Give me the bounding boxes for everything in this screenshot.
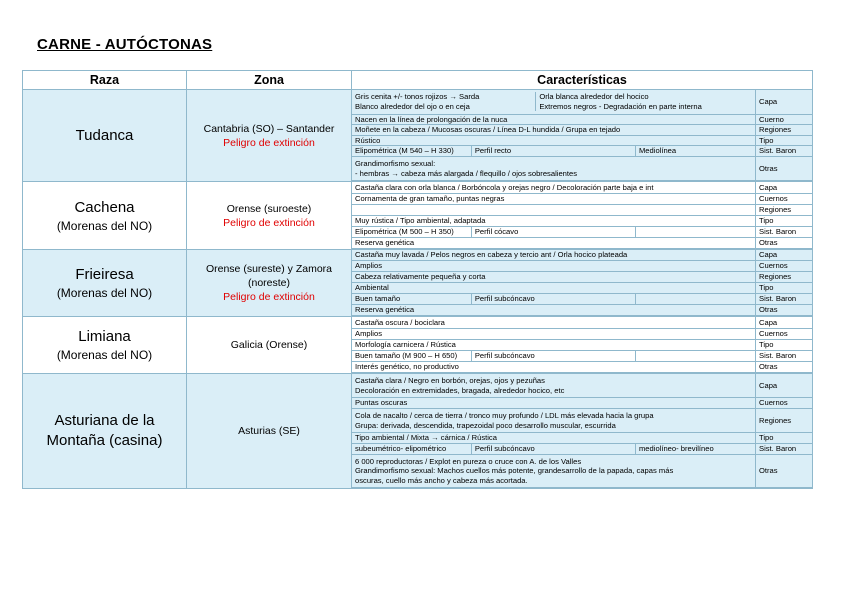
- trait-part: Perfil subcóncavo: [471, 444, 635, 454]
- trait-part: mediolíneo- brevilíneo: [638, 444, 714, 454]
- trait-line: - hembras → cabeza más alargada / flequillo / ojos sobresalientes: [355, 168, 578, 178]
- trait-value: Morfología carnicera / Rústica: [352, 339, 756, 350]
- trait-value: Nacen en la línea de prolongación de la nuca: [352, 114, 756, 125]
- breed-subgroup: (Morenas del NO): [56, 286, 153, 301]
- zone-text-cont: (noreste): [247, 277, 290, 290]
- trait-value: Amplios: [352, 328, 756, 339]
- trait-value: Reserva genética: [352, 237, 756, 248]
- trait-value: Muy rústica / Tipo ambiental, adaptada: [352, 215, 756, 226]
- trait-value: [352, 444, 756, 455]
- trait-row: [352, 283, 812, 294]
- breed-row: [23, 182, 813, 250]
- trait-row: [352, 157, 812, 181]
- characteristics-cell: [352, 90, 813, 182]
- characteristics-cell: [352, 249, 813, 317]
- trait-category: Tipo: [756, 433, 813, 444]
- trait-category: Cuernos: [756, 193, 813, 204]
- trait-category: Cuernos: [756, 398, 813, 409]
- trait-value: Reserva genética: [352, 305, 756, 316]
- trait-value: Moñete en la cabeza / Mucosas oscuras / Línea D-L hundida / Grupa en tejado: [352, 125, 756, 136]
- zone-text: Orense (suroeste): [226, 202, 312, 215]
- header-caracteristicas: Características: [352, 71, 813, 90]
- breed-name-cont: Montaña (casina): [46, 432, 163, 450]
- trait-part: Buen tamaño: [352, 294, 471, 304]
- trait-category: Tipo: [756, 283, 813, 294]
- trait-value: Cornamenta de gran tamaño, puntas negras: [352, 193, 756, 204]
- trait-value: [352, 146, 756, 157]
- zone-cell: [187, 90, 352, 182]
- zone-text: Galicia (Orense): [230, 339, 308, 352]
- trait-row: [352, 350, 812, 361]
- trait-row: [352, 204, 812, 215]
- trait-part: Elipométrica (M 500 – H 350): [352, 227, 471, 237]
- characteristics-cell: [352, 373, 813, 489]
- trait-value: [352, 90, 756, 114]
- trait-part: Extremos negros - Degradación en parte interna: [539, 101, 702, 111]
- breed-name: Frieiresa: [75, 266, 134, 284]
- trait-row: [352, 237, 812, 248]
- trait-part: Orla blanca alrededor del hocico: [539, 92, 649, 102]
- breed-subgroup: (Morenas del NO): [56, 218, 153, 233]
- breed-row: [23, 317, 813, 374]
- trait-category: Tipo: [756, 135, 813, 146]
- trait-value: [352, 350, 756, 361]
- status-label: Peligro de extinción: [223, 216, 315, 229]
- trait-category: Otras: [756, 455, 813, 488]
- page-title: CARNE - AUTÓCTONAS: [37, 36, 213, 53]
- trait-row: [352, 261, 812, 272]
- trait-category: Regiones: [756, 409, 813, 433]
- trait-category: Otras: [756, 157, 813, 181]
- trait-category: Capa: [756, 250, 813, 261]
- trait-category: Sist. Baron: [756, 294, 813, 305]
- trait-row: [352, 409, 812, 433]
- characteristics-cell: [352, 182, 813, 250]
- zone-cell: [187, 249, 352, 317]
- breeds-table: [22, 70, 813, 489]
- trait-category: Sist. Baron: [756, 350, 813, 361]
- trait-row: [352, 90, 812, 114]
- breed-name-cell: [23, 90, 187, 182]
- trait-row: [352, 374, 812, 398]
- trait-part: [635, 351, 755, 361]
- breed-name-cell: [23, 249, 187, 317]
- trait-value: Tipo ambiental / Mixta → cárnica / Rústica: [352, 433, 756, 444]
- trait-part: Perfil subcóncavo: [471, 351, 635, 361]
- breed-name: Asturiana de la: [54, 412, 155, 430]
- breed-name: Limiana: [78, 328, 131, 346]
- trait-row: [352, 455, 812, 488]
- trait-row: [352, 398, 812, 409]
- trait-part: Mediolínea: [638, 146, 677, 156]
- breed-name-cell: [23, 182, 187, 250]
- trait-category: Regiones: [756, 204, 813, 215]
- trait-category: Tipo: [756, 339, 813, 350]
- trait-row: [352, 135, 812, 146]
- trait-part: Perfil subcóncavo: [471, 294, 635, 304]
- breed-name: Cachena: [74, 198, 135, 216]
- trait-value: Castaña muy lavada / Pelos negros en cabeza y tercio ant / Orla hocico plateada: [352, 250, 756, 261]
- trait-category: Sist. Baron: [756, 146, 813, 157]
- zone-text: Cantabria (SO) – Santander: [203, 122, 335, 135]
- zone-text: Asturias (SE): [238, 425, 300, 438]
- trait-line: oscuras, cuello más ancho y cabeza más acortada.: [355, 476, 528, 486]
- trait-category: Otras: [756, 361, 813, 372]
- trait-category: Regiones: [756, 125, 813, 136]
- trait-value: Interés genético, no productivo: [352, 361, 756, 372]
- trait-value: [352, 204, 756, 215]
- trait-value: [352, 409, 756, 433]
- trait-part: [635, 227, 755, 237]
- trait-part: Perfil cócavo: [471, 227, 635, 237]
- trait-row: [352, 339, 812, 350]
- trait-row: [352, 317, 812, 328]
- trait-value: [352, 455, 756, 488]
- trait-value: Puntas oscuras: [352, 398, 756, 409]
- trait-value: Ambiental: [352, 283, 756, 294]
- trait-row: [352, 182, 812, 193]
- trait-value: [352, 374, 756, 398]
- trait-row: [352, 305, 812, 316]
- header-raza: Raza: [23, 71, 187, 90]
- trait-line: Grandimorfismo sexual: Machos cuellos más potente, grandesarrollo de la papada, capas más: [355, 466, 674, 476]
- trait-row: [352, 444, 812, 455]
- trait-row: [352, 328, 812, 339]
- trait-part: Perfil recto: [471, 146, 635, 156]
- trait-value: [352, 294, 756, 305]
- trait-part: Gris cenita +/- tonos rojizos → Sarda: [355, 92, 480, 102]
- trait-category: Cuerno: [756, 114, 813, 125]
- characteristics-cell: [352, 317, 813, 374]
- trait-category: Tipo: [756, 215, 813, 226]
- trait-category: Cuernos: [756, 261, 813, 272]
- status-label: Peligro de extinción: [223, 291, 315, 304]
- trait-category: Otras: [756, 305, 813, 316]
- trait-category: Capa: [756, 90, 813, 114]
- trait-value: Castaña clara con orla blanca / Borbóncola y orejas negro / Decoloración parte baja e int: [352, 182, 756, 193]
- trait-row: [352, 193, 812, 204]
- trait-value: Amplios: [352, 261, 756, 272]
- trait-part: Elipométrica (M 540 – H 330): [352, 146, 471, 156]
- trait-row: [352, 226, 812, 237]
- trait-row: [352, 361, 812, 372]
- trait-value: [352, 226, 756, 237]
- breed-name: Tudanca: [75, 126, 134, 144]
- header-zona: Zona: [187, 71, 352, 90]
- trait-row: [352, 125, 812, 136]
- trait-part: [635, 294, 755, 304]
- trait-row: [352, 294, 812, 305]
- trait-line: Grupa: derivada, descendida, trapezoidal poco desarrollo muscular, escurrida: [355, 420, 616, 430]
- trait-row: [352, 250, 812, 261]
- breed-row: [23, 373, 813, 489]
- trait-category: Capa: [756, 317, 813, 328]
- trait-category: Otras: [756, 237, 813, 248]
- trait-row: [352, 433, 812, 444]
- header-row: [23, 71, 813, 90]
- breed-row: [23, 249, 813, 317]
- zone-text: Orense (sureste) y Zamora: [205, 263, 333, 276]
- trait-row: [352, 146, 812, 157]
- trait-line: Grandimorfismo sexual:: [355, 159, 436, 169]
- trait-category: Capa: [756, 182, 813, 193]
- status-label: Peligro de extinción: [223, 136, 315, 149]
- trait-row: [352, 272, 812, 283]
- trait-row: [352, 215, 812, 226]
- zone-cell: [187, 373, 352, 489]
- trait-line: Cola de nacalto / cerca de tierra / tronco muy profundo / LDL más elevada hacia la grupa: [355, 411, 654, 421]
- trait-line: 6 000 reproductoras / Explot en pureza o cruce con A. de los Valles: [355, 456, 582, 466]
- trait-category: Cuernos: [756, 328, 813, 339]
- trait-part: subeumétrico- elipométrico: [352, 444, 471, 454]
- breed-subgroup: (Morenas del NO): [56, 348, 153, 363]
- trait-line: Decoloración en extremidades, bragada, alrededor hocico, etc: [355, 385, 565, 395]
- breed-name-cell: [23, 317, 187, 374]
- trait-row: [352, 114, 812, 125]
- trait-value: Castaña oscura / bociclara: [352, 317, 756, 328]
- trait-part: Buen tamaño (M 900 – H 650): [352, 351, 471, 361]
- zone-cell: [187, 182, 352, 250]
- trait-category: Sist. Baron: [756, 226, 813, 237]
- trait-category: Sist. Baron: [756, 444, 813, 455]
- breed-row: [23, 90, 813, 182]
- trait-line: Castaña clara / Negro en borbón, orejas, ojos y pezuñas: [355, 375, 545, 385]
- trait-value: Cabeza relativamente pequeña y corta: [352, 272, 756, 283]
- trait-part: Blanco alrededor del ojo o en ceja: [355, 101, 470, 111]
- trait-value: Rústico: [352, 135, 756, 146]
- trait-category: Capa: [756, 374, 813, 398]
- breed-name-cell: [23, 373, 187, 489]
- zone-cell: [187, 317, 352, 374]
- trait-value: [352, 157, 756, 181]
- trait-category: Regiones: [756, 272, 813, 283]
